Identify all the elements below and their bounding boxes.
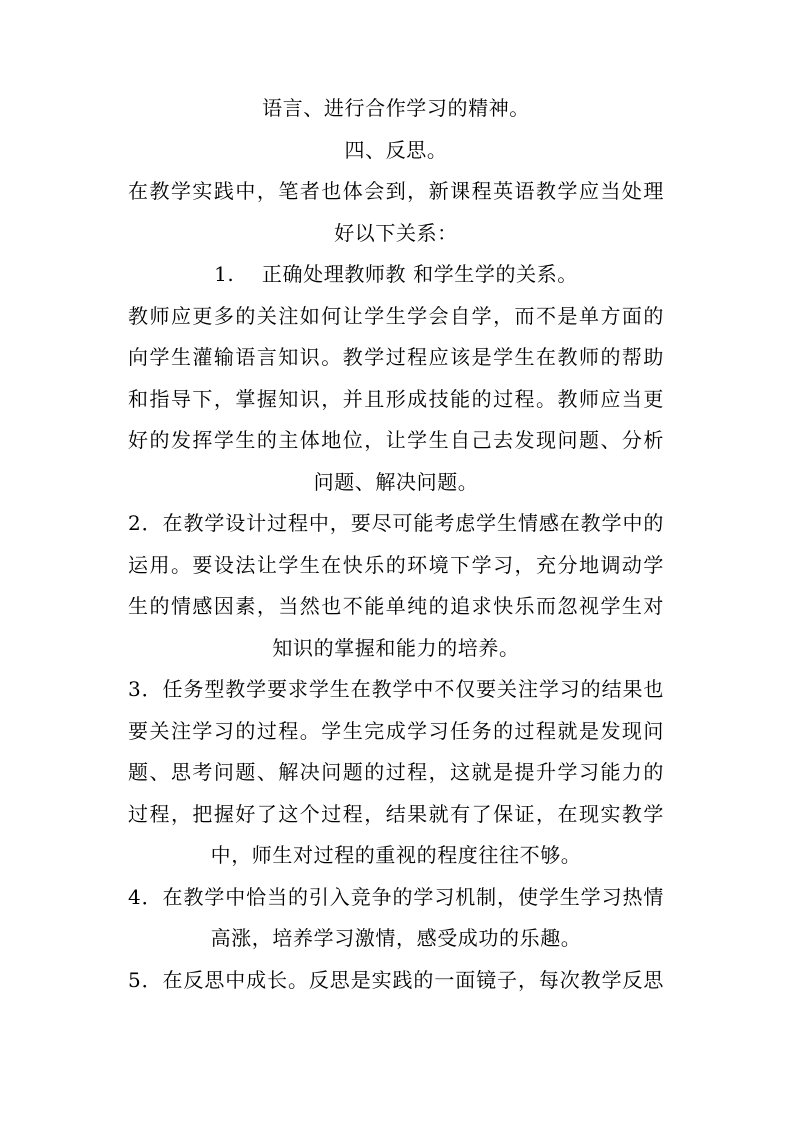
text-line: 中，师生对过程的重视的程度往往不够。 <box>210 843 582 867</box>
text-line: 向学生灌输语言知识。教学过程应该是学生在教师的帮助 <box>128 345 664 369</box>
text-line: 运用。要设法让学生在快乐的环境下学习，充分地调动学 <box>128 552 664 577</box>
text-line: 教师应更多的关注如何让学生学会自学，而不是单方面的 <box>128 303 664 328</box>
list-item: 4．在教学中恰当的引入竞争的学习机制，使学生学习热情 <box>128 884 664 909</box>
text-line: 在教学实践中，笔者也体会到，新课程英语教学应当处理 <box>128 179 664 203</box>
text-line: 过程，把握好了这个过程，结果就有了保证，在现实教学 <box>128 801 664 826</box>
text-line: 语言、进行合作学习的精神。 <box>262 96 530 120</box>
text-line: 要关注学习的过程。学生完成学习任务的过程就是发现问 <box>128 718 664 743</box>
list-item: 3．任务型教学要求学生在教学中不仅要关注学习的结果也 <box>128 677 664 701</box>
list-item: 5．在反思中成长。反思是实践的一面镜子，每次教学反思 <box>128 967 664 992</box>
text-line: 好的发挥学生的主体地位，让学生自己去发现问题、分析 <box>128 428 664 452</box>
text-line: 好以下关系： <box>334 220 458 245</box>
text-line: 知识的掌握和能力的培养。 <box>272 635 520 660</box>
section-heading: 四、反思。 <box>344 137 448 162</box>
text-line: 问题、解决问题。 <box>313 469 479 494</box>
text-line: 高涨，培养学习激情，感受成功的乐趣。 <box>210 926 582 950</box>
text-line: 和指导下，掌握知识，并且形成技能的过程。教师应当更 <box>128 386 664 411</box>
text-line: 题、思考问题、解决问题的过程，这就是提升学习能力的 <box>128 760 664 784</box>
list-item: 2．在教学设计过程中，要尽可能考虑学生情感在教学中的 <box>128 511 664 535</box>
list-item-heading: 1. 正确处理教师教 和学生学的关系。 <box>214 262 578 286</box>
document-page <box>128 88 664 1001</box>
text-line: 生的情感因素，当然也不能单纯的追求快乐而忽视学生对 <box>128 594 664 618</box>
